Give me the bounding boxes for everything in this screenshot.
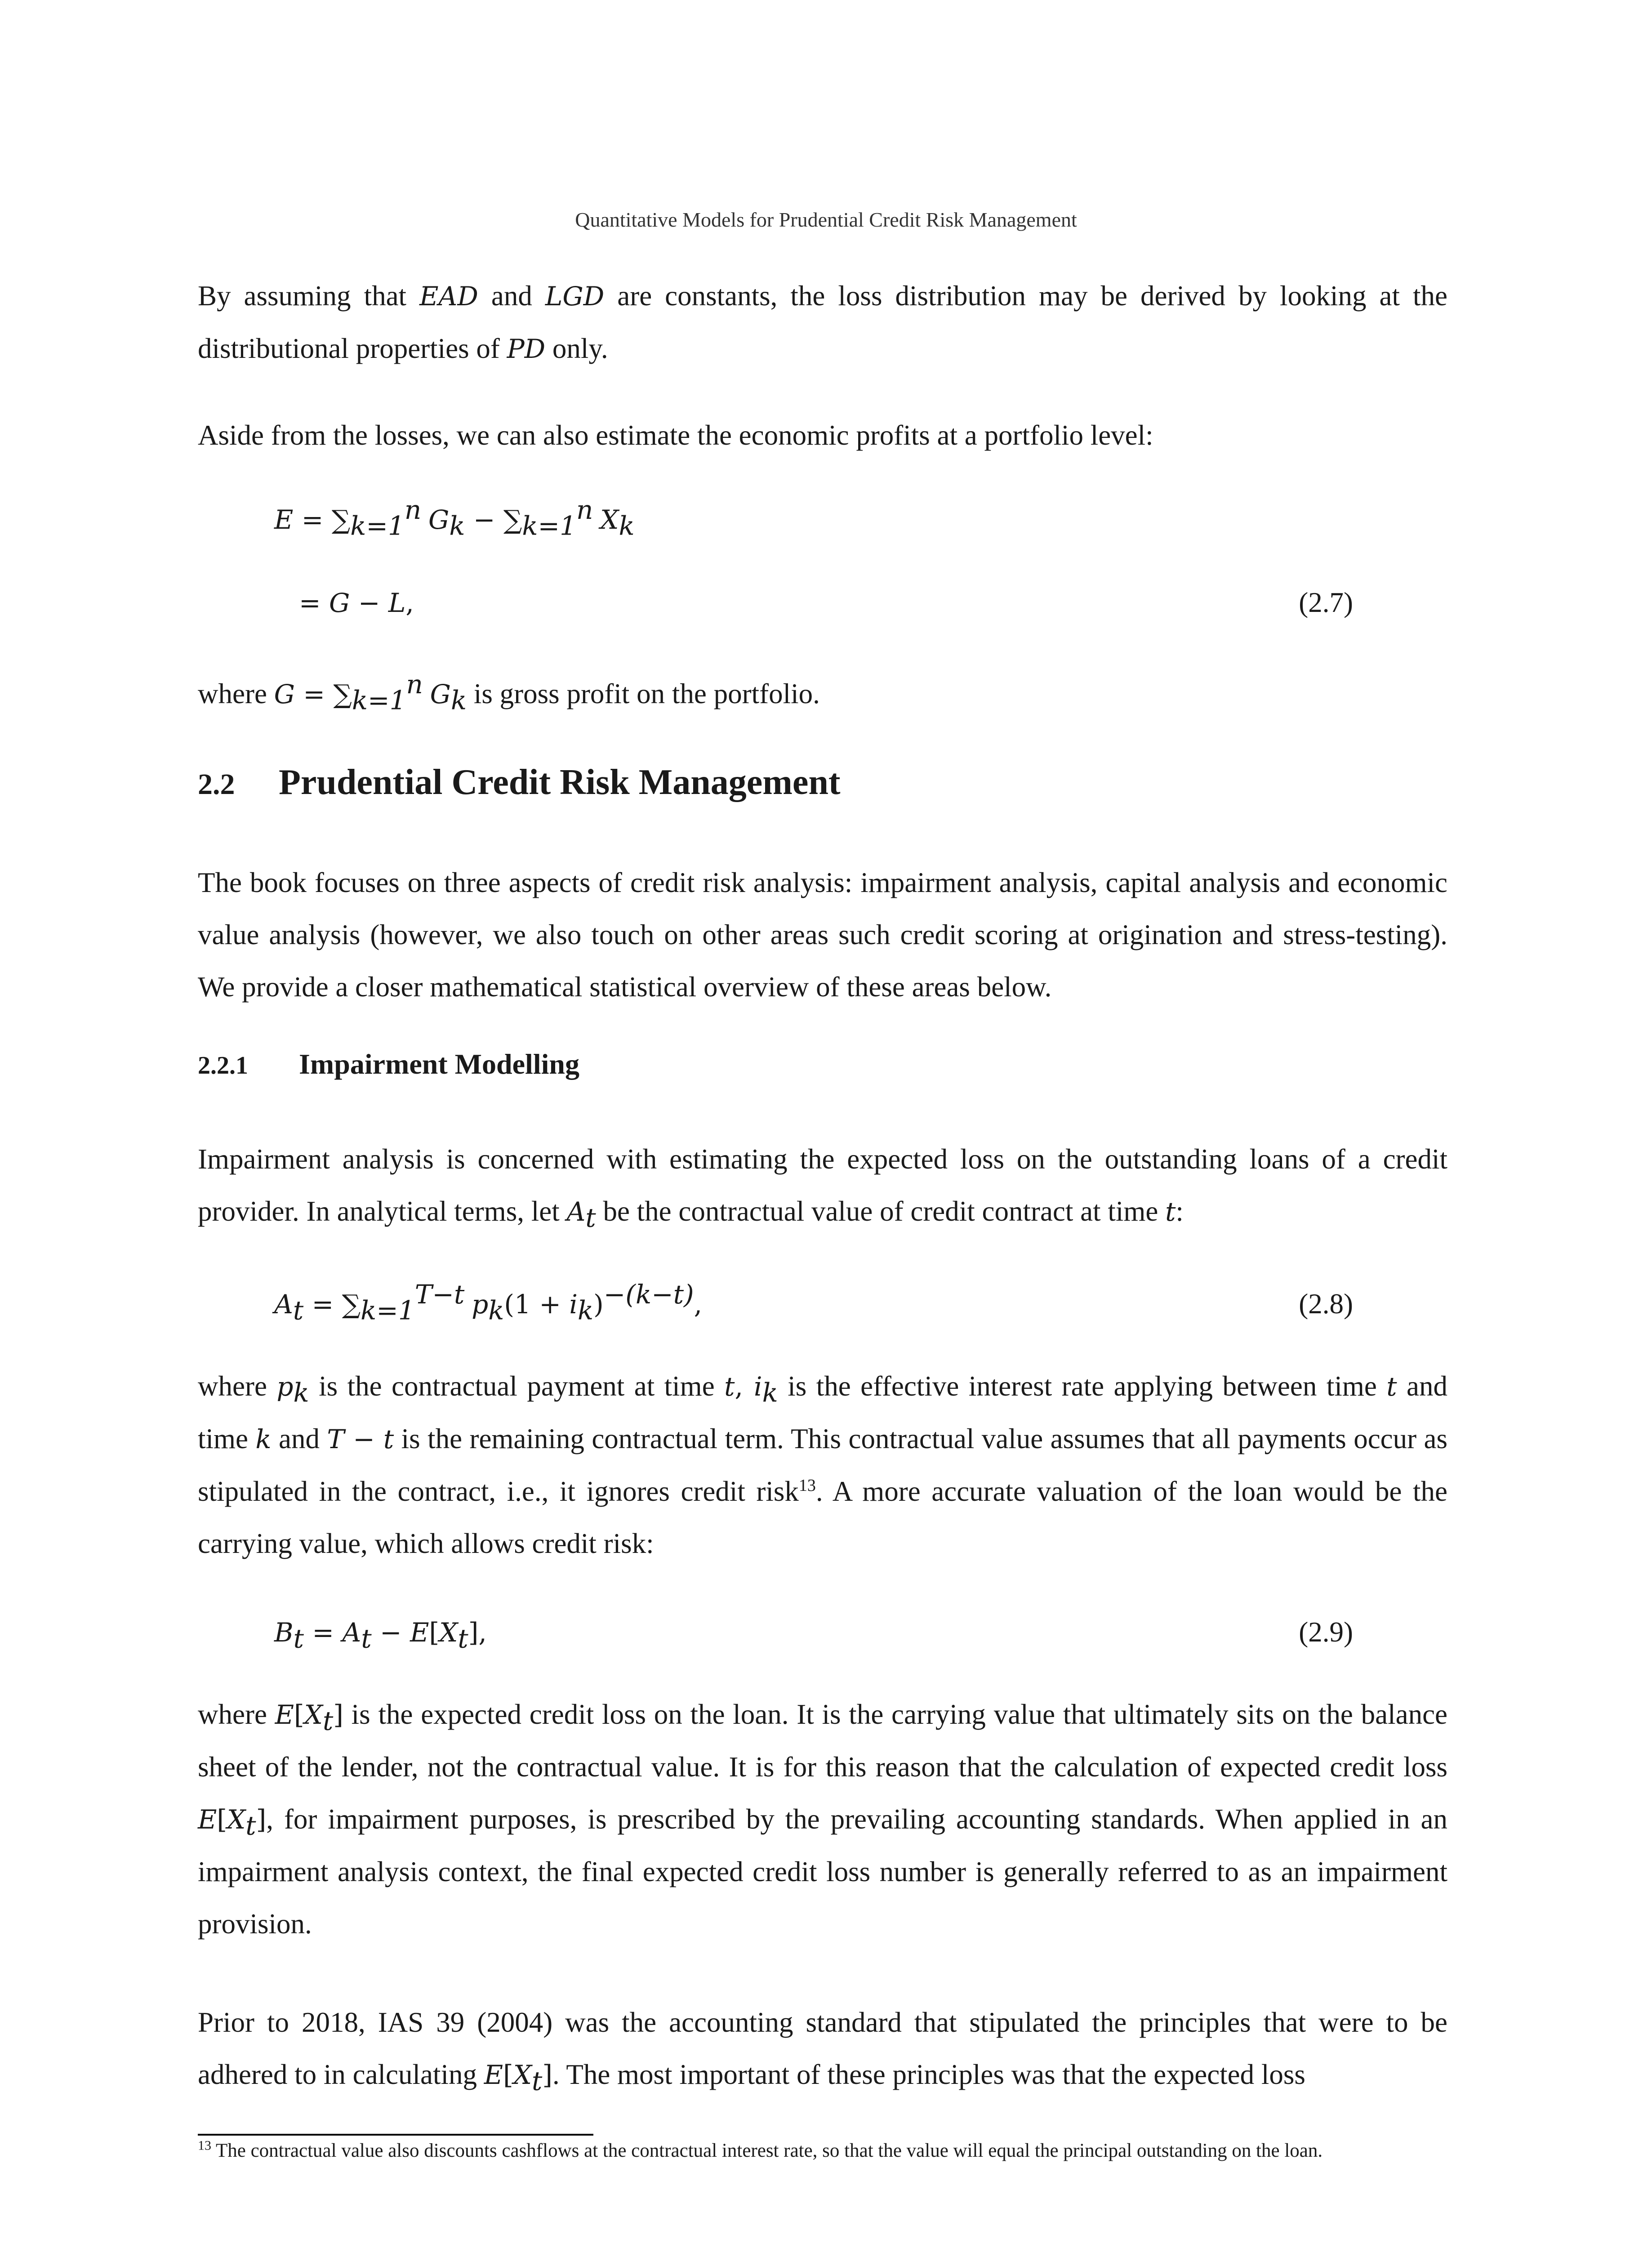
subsection-title: Impairment Modelling [299,1048,579,1080]
equation-2-7-line2: = G − L, [299,588,414,618]
paragraph-impairment-analysis: Impairment analysis is concerned with estimating the expected loss on the outstanding loans of a credit provider. In analytical terms, let $A_t$ be the contractual value of credit contract at time t: [198,1143,1447,1233]
paragraph-economic-profits: Aside from the losses, we can also estimate the economic profits at a portfolio level: [198,419,1153,451]
subsection-number: 2.2.1 [198,1052,248,1079]
section-title: Prudential Credit Risk Management [279,763,841,802]
section-heading [198,762,841,803]
running-header: Quantitative Models for Prudential Credit Risk Management [575,208,1077,231]
footnote-ref-13: 13 [798,1476,816,1495]
footnote-13: $^{13}$ The contractual value also discounts cashflows at the contractual interest rate, so that the value will equal the principal outstanding on the loan. [198,2138,1323,2161]
equation-2-9: $B_t = A_t - E[X_t]$, [274,1617,487,1654]
paragraph-ias39: Prior to 2018, IAS 39 (2004) was the accounting standard that stipulated the principles that were to be adhered to in calculating $E[X_t]$. The most important of these principles was that the expected loss [198,2007,1447,2096]
paragraph-contractual-payment: where $p_k$ is the contractual payment at time t, $i_k$ is the effective interest rate applying between time t and time k and T − t is the remaining contractual term. This contractual value assumes that all payments occur as stipulated in the contract, i.e., it ignores credit risk$^{13}$. A more accurate valuation of the loan would be the carrying value, which allows credit risk: [198,1370,1448,1559]
section-number: 2.2 [198,768,235,801]
subsection-heading [198,1048,579,1081]
footnote-divider [198,2134,593,2136]
equation-number-2-7: (2.7) [1299,587,1353,618]
equation-2-7-line1: $E = \sum_{k=1}^n$ $G_k - \sum_{k=1}^n$ $X_k$ [274,495,635,541]
paragraph-book-focus: The book focuses on three aspects of credit risk analysis: impairment analysis, capital analysis and economic value analysis (however, we also touch on other areas such credit scoring at origination and stress-testing). We provide a closer mathematical statistical overview of these areas below. [198,867,1447,1003]
paragraph-expected-credit-loss: where $E[X_t]$ is the expected credit loss on the loan. It is the carrying value that ultimately sits on the balance sheet of the lender, not the contractual value. It is for this reason that the calculation of expected credit loss $E[X_t]$, for impairment purposes, is prescribed by the prevailing accounting standards. When applied in an impairment analysis context, the final expected credit loss number is generally referred to as an impairment provision. [198,1699,1447,1940]
equation-number-2-8: (2.8) [1299,1288,1353,1320]
equation-number-2-9: (2.9) [1299,1616,1353,1648]
equation-2-8: $A_t = \sum_{k=1}^{T-t}$ $p_k(1 + i_k)^{-(k-t)}$, [274,1279,703,1326]
paragraph-gross-profit: where $G = \sum_{k=1}^n$ $G_k$ is gross profit on the portfolio. [198,669,820,716]
paragraph-assumptions: By assuming that EAD and LGD are constants, the loss distribution may be derived by looking at the distributional properties of PD only. [198,280,1447,364]
